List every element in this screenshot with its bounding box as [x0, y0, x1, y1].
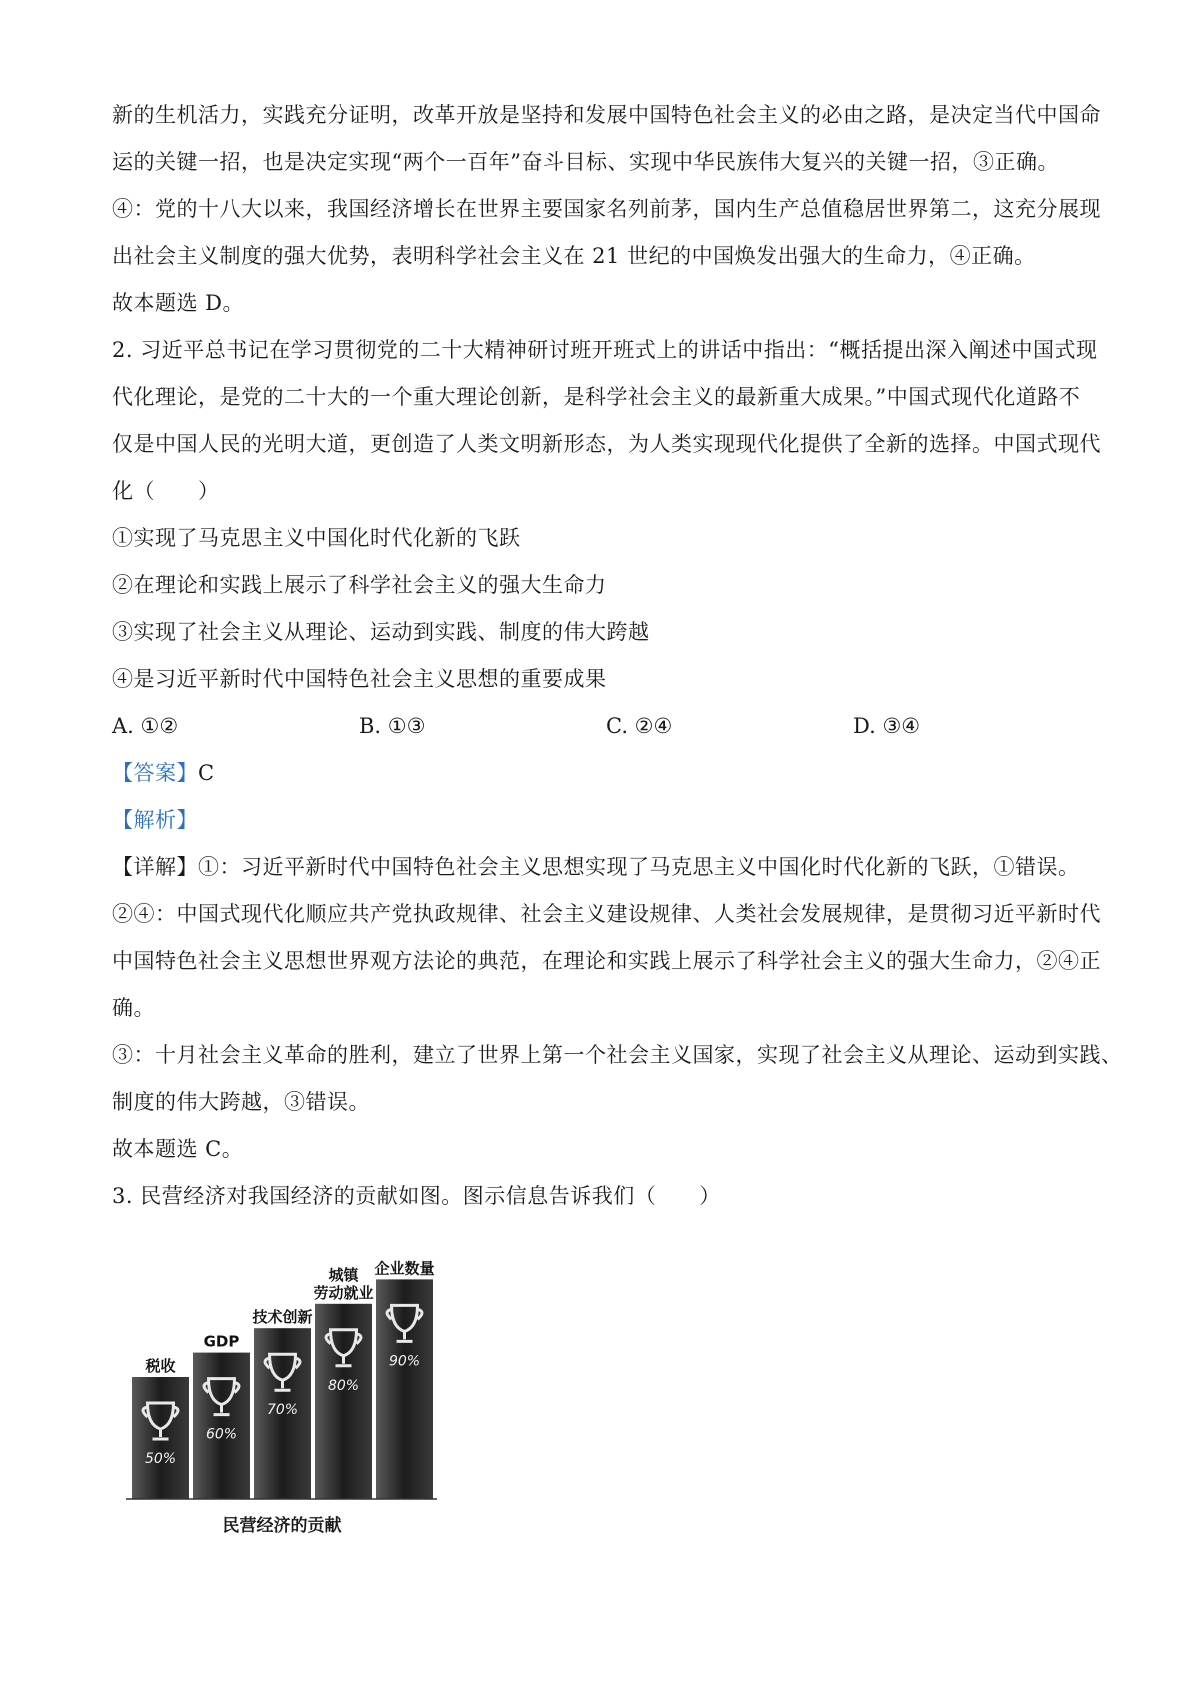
- chart-svg: [112, 1233, 452, 1508]
- bar-value-label: 50%: [144, 1451, 177, 1467]
- bar-category-label: 技术创新: [252, 1308, 313, 1327]
- bar-value-label: 70%: [266, 1402, 299, 1419]
- detail-line: 【详解】①：习近平新时代中国特色社会主义思想实现了马克思主义中国化时代化新的飞跃，①错误。: [112, 855, 1080, 879]
- bar-category-label: 劳动就业: [313, 1283, 374, 1302]
- answer-value: C: [198, 761, 215, 785]
- chart-title: 民营经济的贡献: [222, 1516, 342, 1536]
- chart-bar: [315, 1304, 372, 1499]
- answer-line: [112, 750, 1102, 797]
- bar-group: [132, 1357, 189, 1499]
- question-2-stem: 仅是中国人民的光明大道，更创造了人类文明新形态，为人类实现现代化提供了全新的选择。中国式现代: [112, 432, 1101, 456]
- bar-category-label: GDP: [203, 1332, 240, 1351]
- answer-tag: 【答案】: [112, 761, 198, 785]
- bar-category-label: 城镇: [328, 1265, 359, 1284]
- bar-group: [193, 1333, 250, 1499]
- detail-line: ②④：中国式现代化顺应共产党执政规律、社会主义建设规律、人类社会发展规律，是贯彻习近平新时代: [112, 902, 1101, 926]
- statement-item: ①实现了马克思主义中国化时代化新的飞跃: [112, 526, 521, 550]
- detail-line: ③：十月社会主义革命的胜利，建立了世界上第一个社会主义国家，实现了社会主义从理论、运动到实践、: [112, 1043, 1123, 1067]
- bar-group: [313, 1266, 373, 1499]
- detail-line: 确。: [112, 996, 155, 1020]
- option-a: A. ①②: [112, 714, 179, 738]
- detail-line: 中国特色社会主义思想世界观方法论的典范，在理论和实践上展示了科学社会主义的强大生命力，②④正: [112, 949, 1101, 973]
- bar-group: [374, 1259, 434, 1499]
- conclusion-line: 故本题选 D。: [112, 291, 245, 315]
- bar-value-label: 60%: [205, 1426, 238, 1443]
- bar-group: [251, 1308, 312, 1499]
- analysis-tag: 【解析】: [112, 808, 198, 832]
- statement-item: ②在理论和实践上展示了科学社会主义的强大生命力: [112, 573, 607, 597]
- detail-line: 故本题选 C。: [112, 1137, 244, 1161]
- paragraph-line: 出社会主义制度的强大优势，表明科学社会主义在 21 世纪的中国焕发出强大的生命力，④正确。: [112, 244, 1036, 268]
- question-2-stem: 化（ ）: [112, 479, 220, 503]
- bar-value-label: 80%: [327, 1377, 360, 1394]
- statement-item: ④是习近平新时代中国特色社会主义思想的重要成果: [112, 667, 607, 691]
- option-b: B. ①③: [359, 714, 426, 738]
- contribution-chart: [112, 1233, 452, 1543]
- paragraph-line: 运的关键一招，也是决定实现“两个一百年”奋斗目标、实现中华民族伟大复兴的关键一招，③正确。: [112, 150, 1059, 174]
- document-page: [112, 92, 1123, 1220]
- bar-category-label: 企业数量: [374, 1259, 435, 1278]
- paragraph-line: ④：党的十八大以来，我国经济增长在世界主要国家名列前茅，国内生产总值稳居世界第二，这充分展现: [112, 197, 1101, 221]
- detail-line: 制度的伟大跨越，③错误。: [112, 1090, 370, 1114]
- question-2-stem: 2. 习近平总书记在学习贯彻党的二十大精神研讨班开班式上的讲话中指出：“概括提出深入阐述中国式现: [112, 338, 1098, 362]
- question-3-stem: 3. 民营经济对我国经济的贡献如图。图示信息告诉我们（ ）: [112, 1184, 721, 1208]
- statement-item: ③实现了社会主义从理论、运动到实践、制度的伟大跨越: [112, 620, 650, 644]
- paragraph-line: 新的生机活力，实践充分证明，改革开放是坚持和发展中国特色社会主义的必由之路，是决定当代中国命: [112, 103, 1101, 127]
- option-c: C. ②④: [606, 714, 673, 738]
- option-d: D. ③④: [853, 714, 921, 738]
- chart-bar: [376, 1279, 433, 1499]
- answer-options: [112, 703, 1102, 750]
- bar-value-label: 90%: [388, 1353, 421, 1370]
- question-2-stem: 代化理论，是党的二十大的一个重大理论创新，是科学社会主义的最新重大成果。”中国式现代化道路不: [112, 385, 1081, 409]
- bar-category-label: 税收: [145, 1357, 176, 1375]
